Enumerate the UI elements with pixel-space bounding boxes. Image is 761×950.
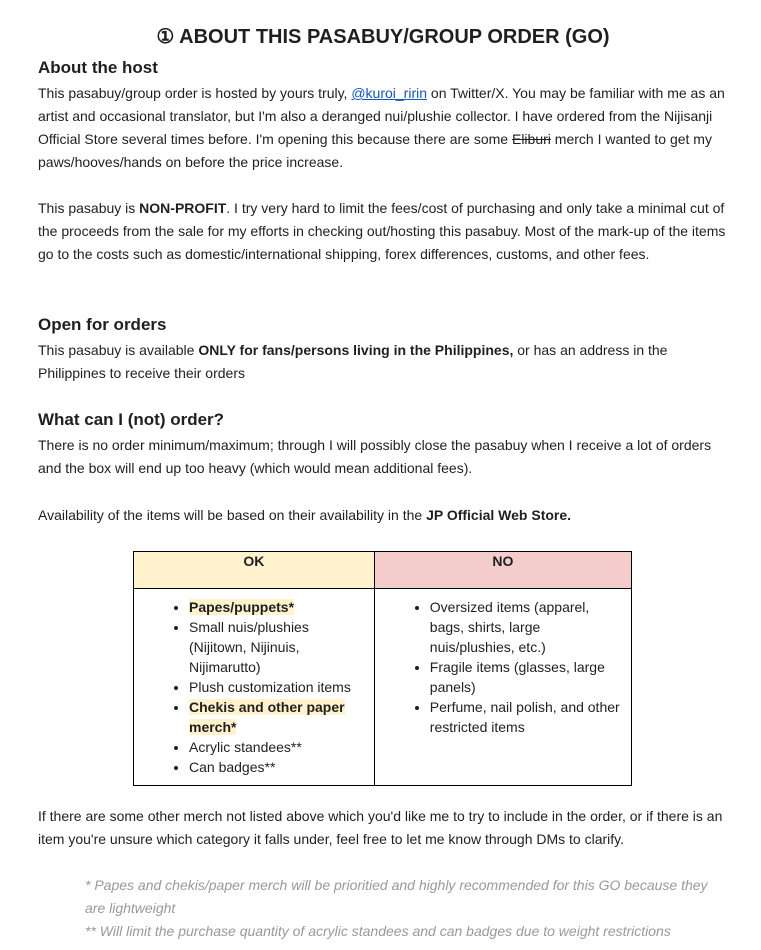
host-paragraph-2 xyxy=(38,197,728,266)
ok-item: • Small nuis/plushies (Nijitown, Nijinuis, Nijimarutto) xyxy=(189,617,366,677)
what-paragraph-1: There is no order minimum/maximum; through I will possibly close the pasabuy when I receive a lot of orders and the box will end up too heavy (which would mean additional fees). xyxy=(38,437,712,476)
open-paragraph xyxy=(38,339,728,385)
struck-text: Eliburi xyxy=(511,131,551,147)
text: This pasabuy/group order is hosted by yours truly, xyxy=(38,85,352,101)
non-profit-label: NON-PROFIT xyxy=(139,200,227,216)
text: This pasabuy is available xyxy=(38,342,199,358)
host-paragraph-1 xyxy=(38,82,728,174)
heading-what-can-i-order: What can I (not) order? xyxy=(38,410,225,429)
twitter-handle-link[interactable]: @kuroi_ririn xyxy=(351,85,428,101)
what-paragraph-2 xyxy=(38,504,728,527)
bold-text: ONLY for fans/persons living in the Philippines, xyxy=(198,342,514,358)
ok-header: OK xyxy=(134,552,375,589)
closing-paragraph: If there are some other merch not listed above which you'd like me to try to include in the order, or if there is an item you're unsure which category it falls under, feel free to let me know through DMs to clarify. xyxy=(38,808,723,847)
ok-cell xyxy=(134,589,375,786)
text: on Twitter/X. You may be familiar with me as an artist and occasional translator, but I'm also a deranged nui/plushie collector. I have ordered from the Nijisanji Official Store several times before. I'm opening this because there are some xyxy=(38,85,725,147)
heading-open-for-orders: Open for orders xyxy=(38,315,167,334)
ok-no-table xyxy=(133,551,632,786)
no-item: • Perfume, nail polish, and other restricted items xyxy=(430,697,623,737)
text: Papes/puppets* xyxy=(189,599,295,615)
ok-item: • Can badges** xyxy=(189,757,366,777)
no-item: • Oversized items (apparel, bags, shirts, large nuis/plushies, etc.) xyxy=(430,597,623,657)
no-item: • Fragile items (glasses, large panels) xyxy=(430,657,623,697)
text: Chekis and other paper merch* xyxy=(189,699,345,735)
heading-about-host: About the host xyxy=(38,58,158,77)
footnote-2: ** Will limit the purchase quantity of acrylic standees and can badges due to weight restrictions xyxy=(85,923,671,939)
ok-item xyxy=(189,697,366,737)
text: This pasabuy is xyxy=(38,200,140,216)
no-cell xyxy=(374,589,631,786)
footnote-1: * Papes and chekis/paper merch will be prioritied and highly recommended for this GO because they are lightweight xyxy=(85,877,708,916)
bold-text: JP Official Web Store. xyxy=(426,507,572,523)
text: Availability of the items will be based on their availability in the xyxy=(38,507,427,523)
no-header: NO xyxy=(374,552,631,589)
ok-item: • Acrylic standees** xyxy=(189,737,366,757)
text: . I try very hard to limit the fees/cost of purchasing and only take a minimal cut of the proceeds from the sale for my efforts in checking out/hosting this pasabuy. Most of the mark-up of the items go to the costs such as domestic/international shipping, forex differences, customs, and other fees. xyxy=(38,200,726,262)
page-title: ① ABOUT THIS PASABUY/GROUP ORDER (GO) xyxy=(156,26,610,48)
ok-item: • Plush customization items xyxy=(189,677,366,697)
ok-item xyxy=(189,597,366,617)
text: or has an address in the Philippines to receive their orders xyxy=(38,342,668,381)
text: merch I wanted to get my paws/hooves/hands on before the price increase. xyxy=(38,131,712,170)
